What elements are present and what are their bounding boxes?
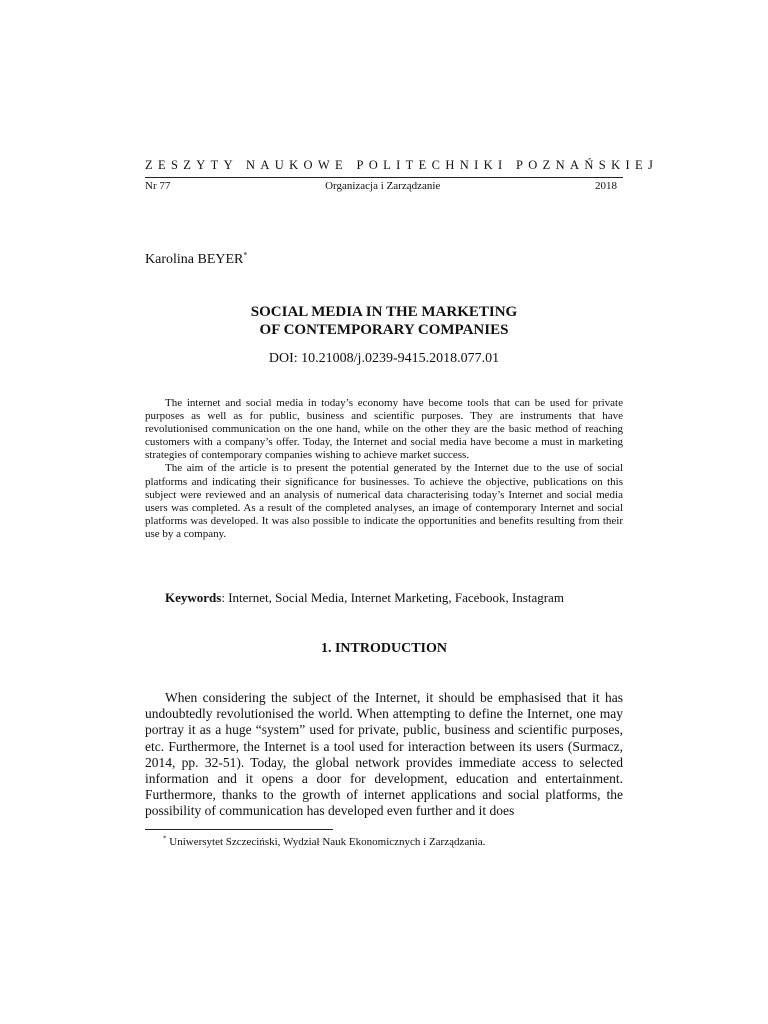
- journal-title: ZESZYTY NAUKOWE POLITECHNIKI POZNAŃSKIEJ: [145, 158, 659, 172]
- author-name: Karolina BEYER: [145, 252, 244, 267]
- abstract: [145, 397, 623, 541]
- author-footnote-mark[interactable]: *: [243, 250, 248, 260]
- author-line: [145, 252, 247, 268]
- keywords-list: : Internet, Social Media, Internet Marketing, Facebook, Instagram: [221, 590, 564, 605]
- doi: DOI: 10.21008/j.0239-9415.2018.077.01: [268, 351, 500, 366]
- footnote-mark: *: [163, 834, 167, 843]
- issue-year: 2018: [595, 180, 617, 192]
- abstract-paragraph-2: The aim of the article is to present the potential generated by the Internet due to the use of social platforms and indicating their significance for businesses. To achieve the objective, publications on this subject were reviewed and an analysis of numerical data characterising today’s Internet and social media users was completed. As a result of the completed analyses, an image of contemporary Internet and social platforms was developed. It was also possible to indicate the opportunities and benefits resulting from their use by a company.: [145, 462, 623, 540]
- keywords: [165, 590, 564, 606]
- footnote-text: Uniwersytet Szczeciński, Wydział Nauk Ekonomicznych i Zarządzania.: [166, 836, 486, 848]
- article-title: [145, 303, 623, 339]
- introduction-body: [145, 690, 623, 820]
- article-title-line-2: OF CONTEMPORARY COMPANIES: [259, 322, 509, 338]
- issue-number: Nr 77: [145, 180, 171, 192]
- footnote-divider: [145, 829, 333, 830]
- introduction-paragraph-1: When considering the subject of the Internet, it should be emphasised that it has undoubtedly revolutionised the world. When attempting to define the Internet, one may portray it as a huge “system” used for private, public, business and scientific purposes, etc. Furthermore, the Internet is a tool used for interaction between its users (Surmacz, 2014, pp. 32-51). Today, the global network provides immediate access to selected information and it opens a door for development, education and entertainment. Furthermore, thanks to the growth of internet applications and social platforms, the possibility of communication has developed even further and it does: [145, 690, 623, 819]
- issue-info-line: [145, 180, 617, 192]
- header-divider: [145, 177, 623, 178]
- section-heading-introduction: 1. INTRODUCTION: [320, 641, 447, 656]
- footnote: [163, 836, 485, 848]
- series-name: Organizacja i Zarządzanie: [325, 180, 441, 192]
- abstract-paragraph-1: The internet and social media in today’s economy have become tools that can be used for private purposes as well as for public, business and scientific purposes. They are instruments that have revolutionised communication on the one hand, while on the other they are the basic method of reaching customers with a company’s offer. Today, the Internet and social media have become a must in marketing strategies of contemporary companies wishing to achieve market success.: [145, 397, 623, 462]
- keywords-label: Keywords: [165, 590, 222, 605]
- article-title-line-1: SOCIAL MEDIA IN THE MARKETING: [250, 304, 518, 320]
- article-page: [145, 0, 659, 1024]
